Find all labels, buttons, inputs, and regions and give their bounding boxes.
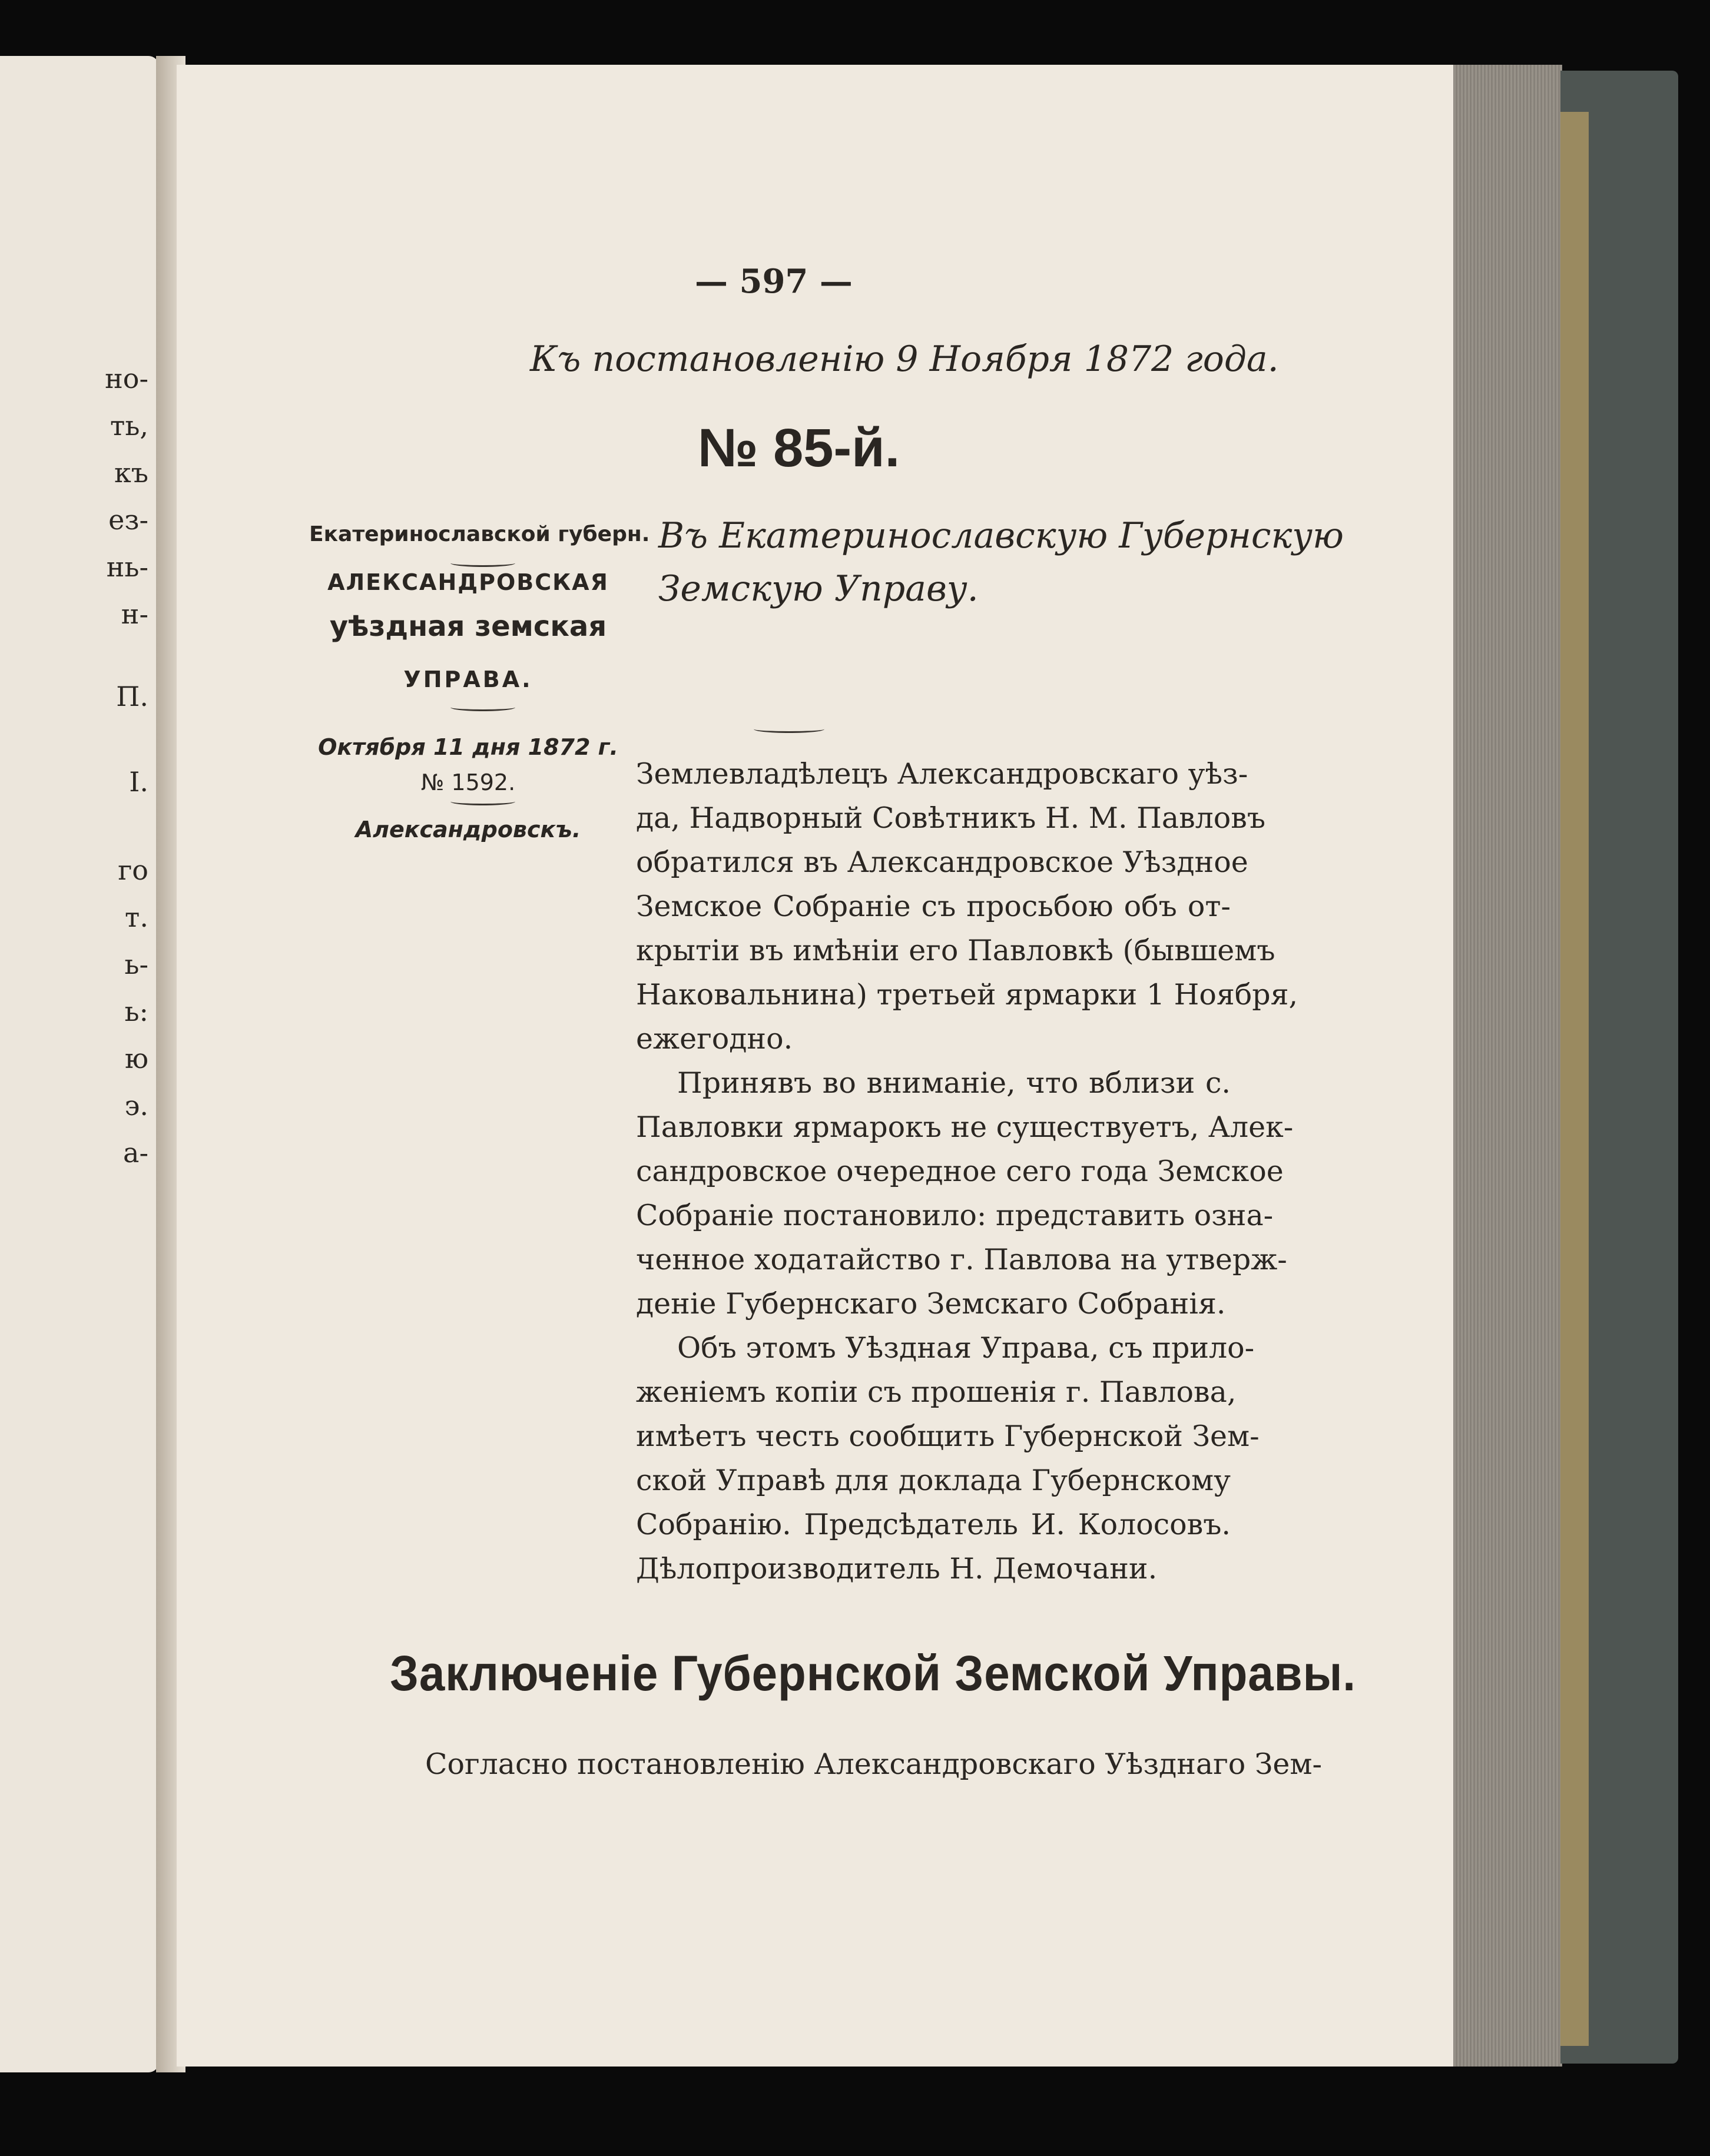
left-page-fragment: н-	[121, 598, 148, 630]
body-line: Землевладѣлецъ Александровскаго уѣз-	[636, 757, 1248, 791]
final-line: Согласно постановленію Александровскаго Уѣзднаго Зем-	[425, 1747, 1323, 1781]
left-page-fragment: П.	[116, 681, 148, 712]
body-line: обратился въ Александровское Уѣздное	[636, 845, 1248, 879]
conclusion-heading: Заключеніе Губернской Земской Управы.	[390, 1646, 1356, 1701]
decorative-rule	[450, 704, 515, 711]
left-page-fragment: къ	[114, 457, 148, 489]
left-page-fragment: го	[118, 854, 148, 886]
left-page-fragment: э.	[124, 1090, 148, 1122]
resolution-reference: Къ постановленію 9 Ноября 1872 года.	[530, 339, 1279, 380]
left-page-fragment: ть,	[110, 410, 148, 442]
body-line: Объ этомъ Уѣздная Управа, съ прило-	[677, 1331, 1255, 1365]
body-line: имѣетъ честь сообщить Губернской Зем-	[636, 1419, 1260, 1453]
page-number: — 597 —	[695, 262, 853, 301]
left-page-fragment: ь:	[124, 996, 148, 1027]
body-line: ченное ходатайство г. Павлова на утверж-	[636, 1243, 1287, 1276]
cover-board-edge	[1560, 112, 1589, 2046]
left-page-fragment: ь-	[124, 948, 148, 980]
body-line: Павловки ярмарокъ не существуетъ, Алек-	[636, 1110, 1294, 1144]
previous-page-fragment	[0, 56, 159, 2072]
addressee-line-2: Земскую Управу.	[658, 568, 979, 609]
letter-date: Октября 11 дня 1872 г.	[318, 734, 618, 760]
body-line: Принявъ во вниманіе, что вблизи с.	[677, 1066, 1231, 1100]
left-page-fragment: т.	[124, 901, 148, 933]
decorative-rule	[450, 798, 515, 805]
left-page-fragment: ез-	[108, 504, 148, 536]
body-line: да, Надворный Совѣтникъ Н. М. Павловъ	[636, 801, 1266, 835]
sender-district: АЛЕКСАНДРОВСКАЯ	[327, 569, 609, 595]
document-number: № 85-й.	[698, 418, 900, 478]
body-line: Дѣлопроизводитель Н. Демочани.	[636, 1552, 1158, 1586]
left-page-fragment: ю	[124, 1043, 148, 1074]
outgoing-number: № 1592.	[420, 769, 516, 795]
addressee-line-1: Въ Екатеринославскую Губернскую	[658, 515, 1344, 556]
body-line: деніе Губернскаго Земскаго Собранія.	[636, 1287, 1226, 1321]
sender-board: УПРАВА.	[403, 666, 533, 692]
separator-flourish	[754, 725, 824, 733]
left-page-fragment: но-	[105, 363, 148, 394]
body-line: сандровское очередное сего года Земское	[636, 1155, 1284, 1188]
page-edges	[1453, 65, 1562, 2067]
body-line: Собраніе постановило: представить озна-	[636, 1199, 1274, 1232]
letter-place: Александровскъ.	[355, 817, 581, 843]
body-line: Собранію. Предсѣдатель И. Колосовъ.	[636, 1508, 1231, 1541]
left-page-fragment: а-	[123, 1137, 148, 1169]
left-page-fragment: нь-	[106, 551, 148, 583]
left-page-fragment: I.	[129, 766, 148, 798]
body-line: Наковальнина) третьей ярмарки 1 Ноября,	[636, 978, 1298, 1011]
body-line: ской Управѣ для доклада Губернскому	[636, 1464, 1231, 1497]
sender-board-type: уѣздная земская	[329, 610, 607, 643]
body-line: крытіи въ имѣніи его Павловкѣ (бывшемъ	[636, 934, 1275, 967]
body-line: ежегодно.	[636, 1022, 793, 1056]
sender-governorate: Екатеринославской губерн.	[309, 522, 650, 546]
decorative-rule	[450, 559, 515, 567]
body-line: Земское Собраніе съ просьбою объ от-	[636, 890, 1231, 923]
body-line: женіемъ копіи съ прошенія г. Павлова,	[636, 1375, 1237, 1409]
